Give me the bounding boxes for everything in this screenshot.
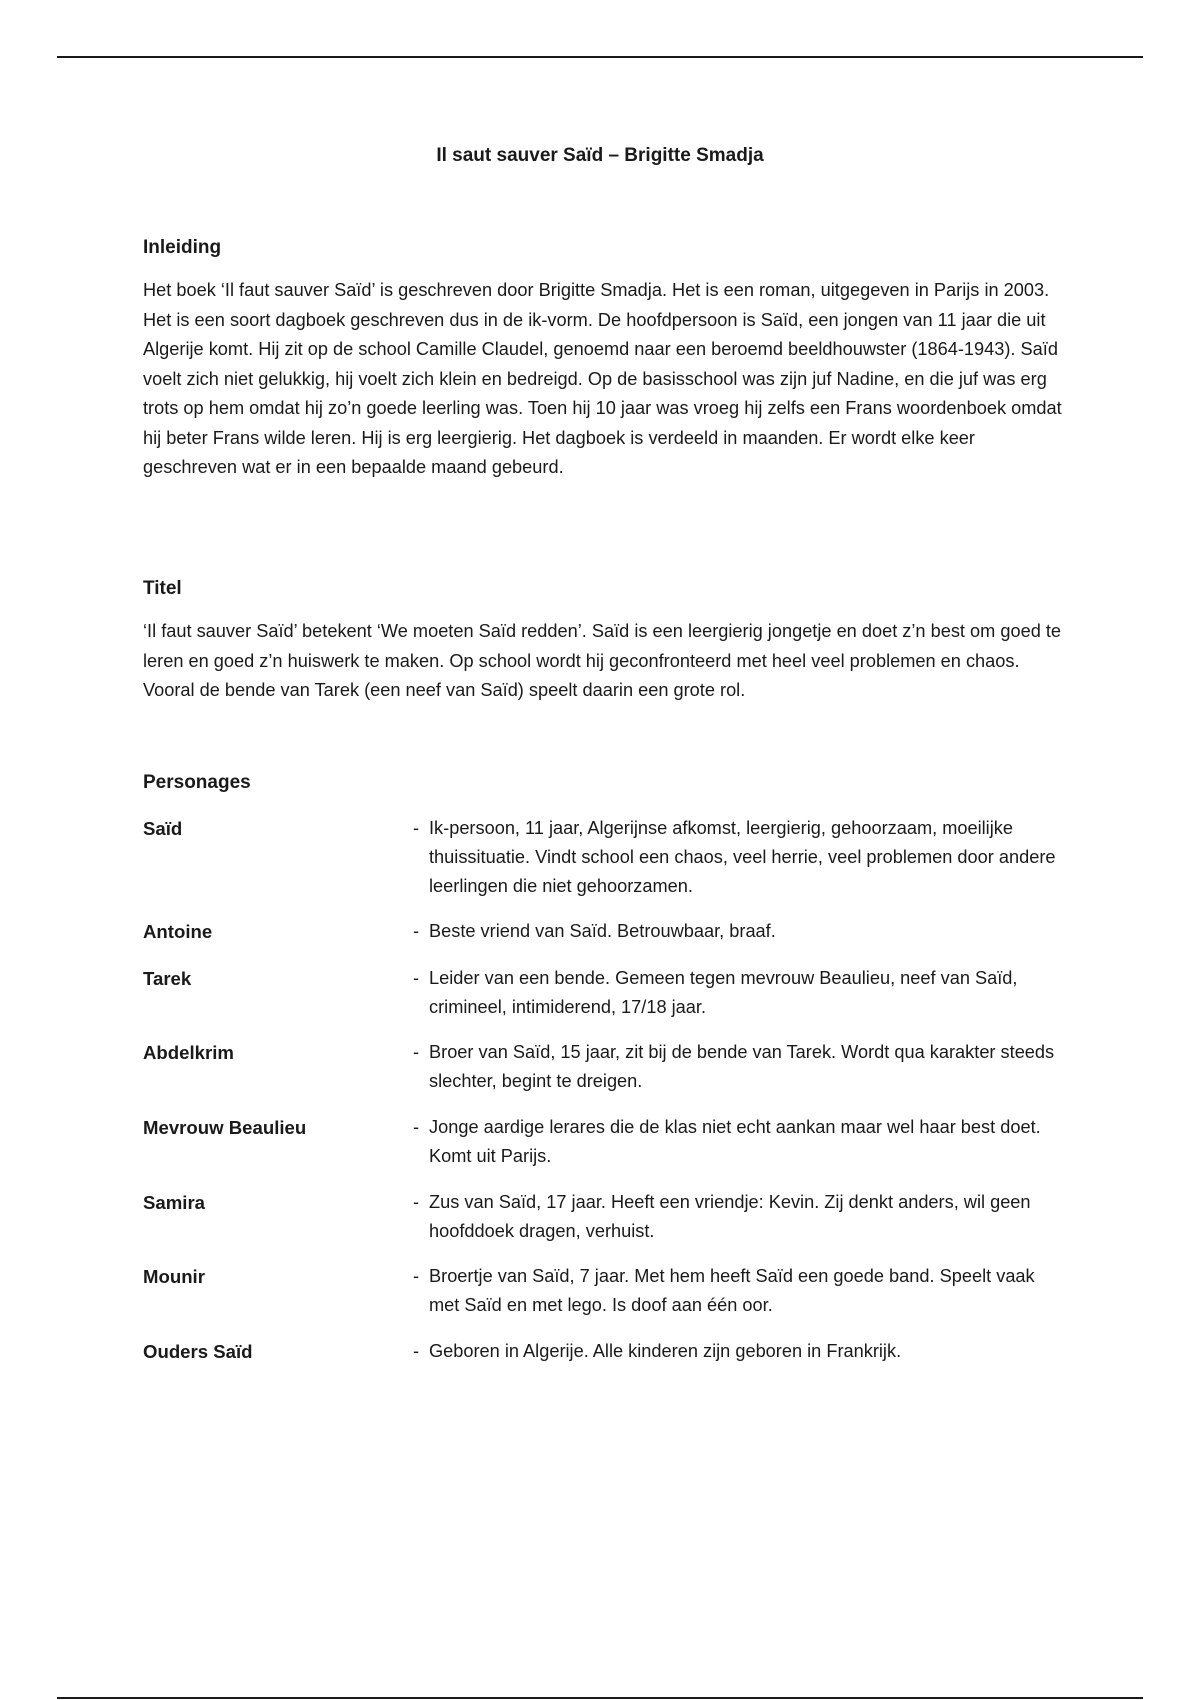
section-personages: [143, 771, 1063, 1362]
section-heading: Personages: [143, 772, 251, 793]
bottom-rule: [57, 1697, 1143, 1699]
bullet-dash: -: [413, 921, 420, 941]
character-description: [413, 814, 1063, 901]
character-name: Antoine: [143, 921, 213, 942]
character-description: [413, 1188, 1063, 1246]
character-description-text: Zus van Saïd, 17 jaar. Heeft een vriendje: Kevin. Zij denkt anders, wil geen hoofddoek dragen, verhuist.: [429, 1192, 1031, 1241]
character-description: [413, 1262, 1063, 1320]
section-titel: [143, 577, 1063, 706]
section-inleiding: [143, 236, 1063, 483]
top-rule: [57, 56, 1143, 58]
bullet-dash: -: [413, 1192, 420, 1212]
section-heading: Inleiding: [143, 237, 222, 258]
section-paragraph: ‘Il faut sauver Saïd’ betekent ‘We moeten Saïd redden’. Saïd is een leergierig jongetje en doet z’n best om goed te leren en goed z’n huiswerk te maken. Op school wordt hij geconfronteerd met heel veel problemen en chaos. Vooral de bende van Tarek (een neef van Saïd) speelt daarin een grote rol.: [143, 621, 1062, 700]
character-description: [413, 917, 1063, 946]
character-description-text: Beste vriend van Saïd. Betrouwbaar, braaf.: [429, 921, 776, 941]
character-description-text: Geboren in Algerije. Alle kinderen zijn geboren in Frankrijk.: [429, 1341, 902, 1361]
bullet-dash: -: [413, 1117, 420, 1137]
character-name: Mounir: [143, 1266, 205, 1287]
character-description-text: Leider van een bende. Gemeen tegen mevrouw Beaulieu, neef van Saïd, crimineel, intimiderend, 17/18 jaar.: [429, 968, 1018, 1017]
character-description-text: Ik-persoon, 11 jaar, Algerijnse afkomst, leergierig, gehoorzaam, moeilijke thuissituatie. Vindt school een chaos, veel herrie, veel problemen door andere leerlingen die niet gehoorzamen.: [429, 818, 1056, 896]
character-name: Saïd: [143, 818, 183, 839]
character-name: Tarek: [143, 968, 192, 989]
bullet-dash: -: [413, 1042, 420, 1062]
section-heading: Titel: [143, 578, 182, 599]
document-title: Il saut sauver Saïd – Brigitte Smadja: [436, 145, 764, 166]
character-description: [413, 1038, 1063, 1096]
character-name: Mevrouw Beaulieu: [143, 1117, 307, 1138]
section-paragraph: Het boek ‘Il faut sauver Saïd’ is geschreven door Brigitte Smadja. Het is een roman, uitgegeven in Parijs in 2003. Het is een soort dagboek geschreven dus in de ik-vorm. De hoofdpersoon is Saïd, een jongen van 11 jaar die uit Algerije komt. Hij zit op de school Camille Claudel, genoemd naar een beroemd beeldhouwster (1864-1943). Saïd voelt zich niet gelukkig, hij voelt zich klein en bedreigd. Op de basisschool was zijn juf Nadine, en die juf was erg trots op hem omdat hij zo’n goede leerling was. Toen hij 10 jaar was vroeg hij zelfs een Frans woordenboek omdat hij beter Frans wilde leren. Hij is erg leergierig. Het dagboek is verdeeld in maanden. Er wordt elke keer geschreven wat er in een bepaalde maand gebeurd.: [143, 280, 1062, 477]
character-name: Samira: [143, 1192, 206, 1213]
bullet-dash: -: [413, 818, 420, 838]
character-description: [413, 1113, 1063, 1171]
bullet-dash: -: [413, 968, 420, 988]
character-description: [413, 1337, 1063, 1366]
character-description-text: Broertje van Saïd, 7 jaar. Met hem heeft Saïd een goede band. Speelt vaak met Saïd en met lego. Is doof aan één oor.: [429, 1266, 1035, 1315]
character-description-text: Jonge aardige lerares die de klas niet echt aankan maar wel haar best doet. Komt uit Parijs.: [429, 1117, 1041, 1166]
bullet-dash: -: [413, 1341, 420, 1361]
character-name: Ouders Saïd: [143, 1341, 253, 1362]
character-name: Abdelkrim: [143, 1042, 234, 1063]
character-description: [413, 964, 1063, 1022]
character-description-text: Broer van Saïd, 15 jaar, zit bij de bende van Tarek. Wordt qua karakter steeds slechter, begint te dreigen.: [429, 1042, 1055, 1091]
bullet-dash: -: [413, 1266, 420, 1286]
